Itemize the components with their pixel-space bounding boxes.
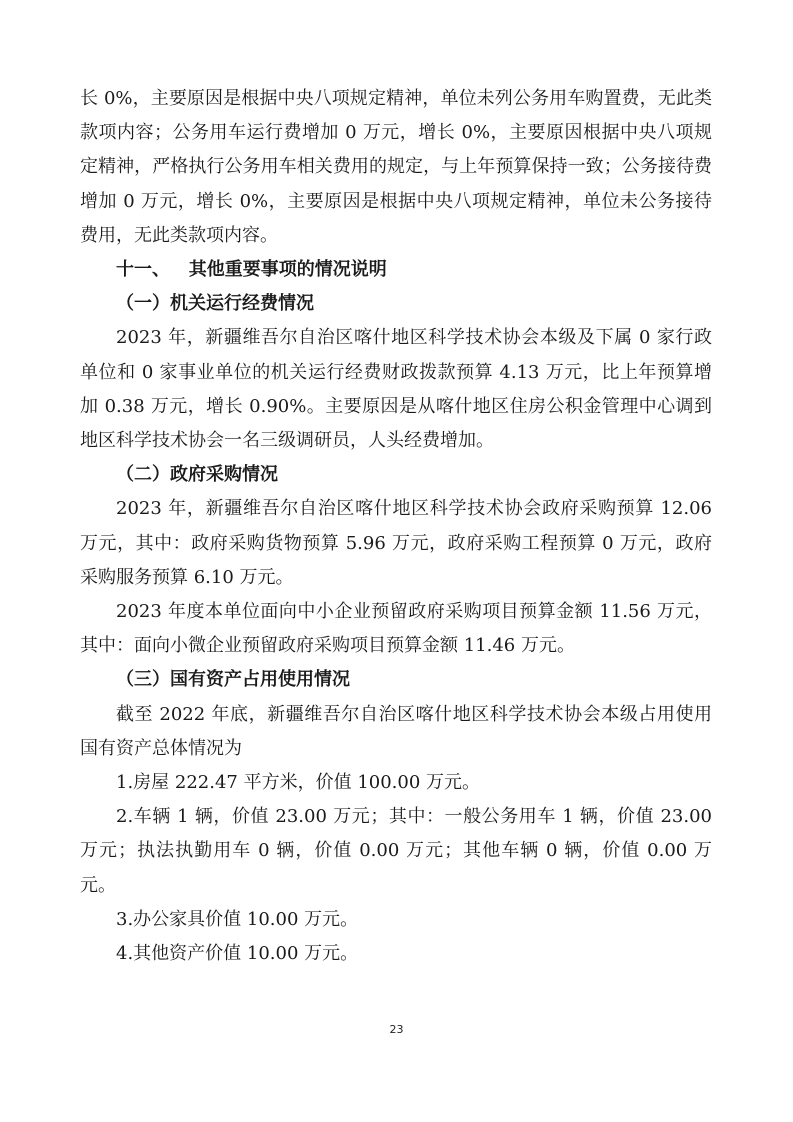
subsection-heading-procurement: （二）政府采购情况 <box>116 464 278 486</box>
document-body <box>80 82 712 971</box>
paragraph-continuation: 长 0%，主要原因是根据中央八项规定精神，单位未列公务用车购置费，无此类款项内容；公务用车运行费增加 0 万元，增长 0%，主要原因根据中央八项规定精神，严格执行公务用车相关费用的规定，与上年预算保持一致；公务接待费增加 0 万元，增长 0%，主要原因是根据中央八项规定精神，单位未公务接待费用，无此类款项内容。 <box>80 88 712 246</box>
subsection-heading-operating-costs: （一）机关运行经费情况 <box>116 293 314 315</box>
list-item-vehicles: 2.车辆 1 辆，价值 23.00 万元；其中：一般公务用车 1 辆，价值 23.00 万元；执法执勤用车 0 辆，价值 0.00 万元；其他车辆 0 辆，价值 0.00 万元。 <box>80 806 712 896</box>
list-item-buildings: 1.房屋 222.47 平方米，价值 100.00 万元。 <box>116 772 481 794</box>
list-item-furniture: 3.办公家具价值 10.00 万元。 <box>116 908 359 930</box>
paragraph-procurement-sme: 2023 年度本单位面向中小企业预留政府采购项目预算金额 11.56 万元，其中：面向小微企业预留政府采购项目预算金额 11.46 万元。 <box>80 601 712 657</box>
list-item-other-assets: 4.其他资产价值 10.00 万元。 <box>116 943 359 965</box>
subsection-heading-state-assets: （三）国有资产占用使用情况 <box>116 669 350 691</box>
section-heading-other-matters: 十一、 其他重要事项的情况说明 <box>116 259 387 281</box>
paragraph-procurement-budget: 2023 年，新疆维吾尔自治区喀什地区科学技术协会政府采购预算 12.06 万元，其中：政府采购货物预算 5.96 万元，政府采购工程预算 0 万元，政府采购服务预算 6.10 万元。 <box>80 498 712 588</box>
paragraph-state-assets-intro: 截至 2022 年底，新疆维吾尔自治区喀什地区科学技术协会本级占用使用国有资产总体情况为 <box>80 703 712 759</box>
paragraph-operating-costs: 2023 年，新疆维吾尔自治区喀什地区科学技术协会本级及下属 0 家行政单位和 0 家事业单位的机关运行经费财政拨款预算 4.13 万元，比上年预算增加 0.38 万元，增长 0.90%。主要原因是从喀什地区住房公积金管理中心调到地区科学技术协会一名三级调研员，人头经费增加。 <box>80 327 712 452</box>
page-number: 23 <box>389 1023 404 1036</box>
